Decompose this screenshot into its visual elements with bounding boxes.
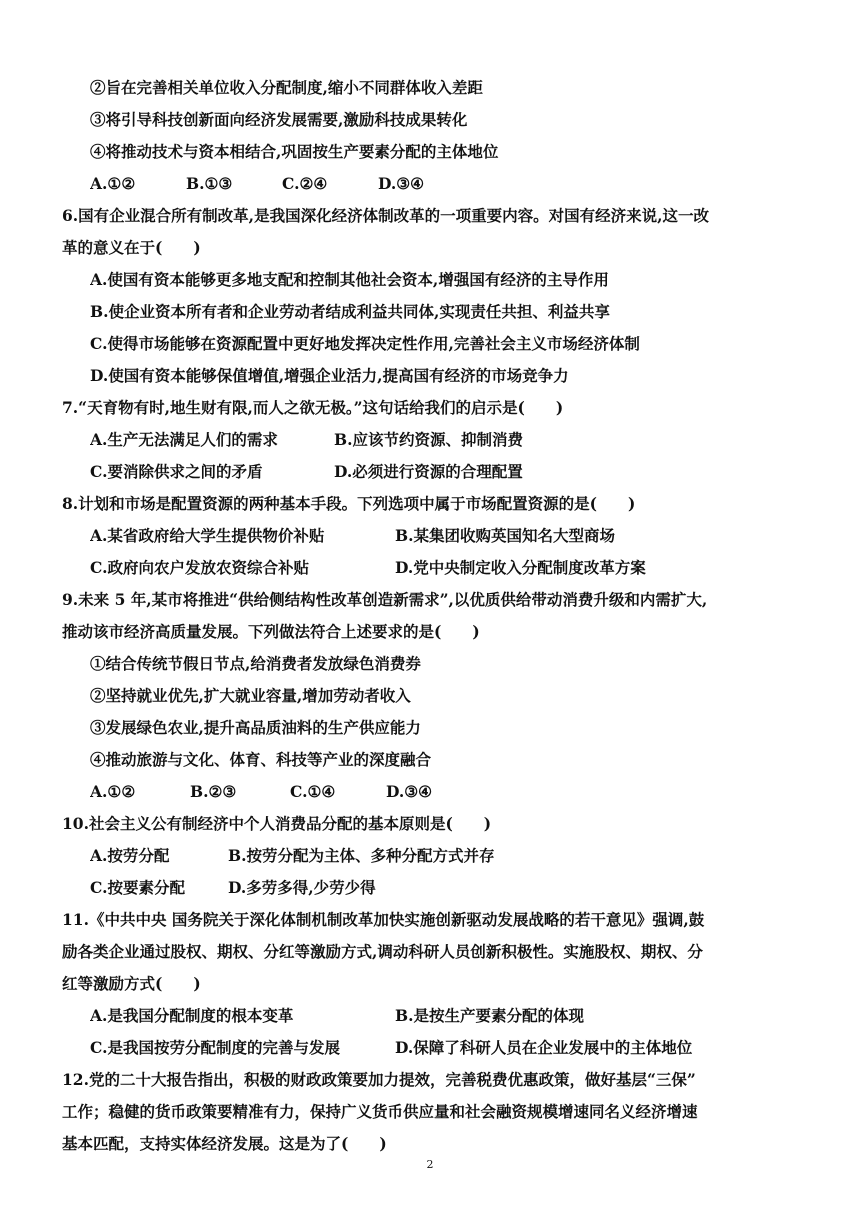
q8-option-a: A.某省政府给大学生提供物价补贴 bbox=[90, 526, 325, 545]
q5-option-b: B.①③ bbox=[186, 174, 233, 193]
q11-options-row-2 bbox=[90, 1032, 800, 1064]
q7-stem: 7.“天育物有时,地生财有限,而人之欲无极。”这句话给我们的启示是( ) bbox=[62, 398, 564, 417]
q7-option-b: B.应该节约资源、抑制消费 bbox=[334, 430, 523, 449]
q9-item-3: ③发展绿色农业,提升高品质油料的生产供应能力 bbox=[90, 718, 421, 737]
q10-option-c: C.按要素分配 bbox=[90, 878, 185, 897]
q9-stem-line-1: 9.未来 5 年,某市将推进“供给侧结构性改革创造新需求”,以优质供给带动消费升级和内需扩大, bbox=[62, 590, 708, 609]
q6-option-c: C.使得市场能够在资源配置中更好地发挥决定性作用,完善社会主义市场经济体制 bbox=[90, 334, 640, 353]
q9-option-d: D.③④ bbox=[386, 782, 433, 801]
q8-stem: 8.计划和市场是配置资源的两种基本手段。下列选项中属于市场配置资源的是( ) bbox=[62, 494, 636, 513]
page-number: 2 bbox=[426, 1158, 434, 1171]
q10-option-b: B.按劳分配为主体、多种分配方式并存 bbox=[228, 846, 495, 865]
q5-options bbox=[90, 168, 800, 200]
q12-stem-line-1: 12.党的二十大报告指出，积极的财政政策要加力提效，完善税费优惠政策，做好基层“三保” bbox=[62, 1070, 696, 1089]
q10-option-a: A.按劳分配 bbox=[90, 846, 170, 865]
q9-option-b: B.②③ bbox=[190, 782, 237, 801]
q11-option-b: B.是按生产要素分配的体现 bbox=[395, 1006, 584, 1025]
q6-option-a: A.使国有资本能够更多地支配和控制其他社会资本,增强国有经济的主导作用 bbox=[90, 270, 609, 289]
q8-option-c: C.政府向农户发放农资综合补贴 bbox=[90, 558, 309, 577]
q10-options-row-1 bbox=[90, 840, 800, 872]
q11-option-a: A.是我国分配制度的根本变革 bbox=[90, 1006, 294, 1025]
q6-stem-line-2: 革的意义在于( ) bbox=[62, 238, 201, 257]
q10-option-d: D.多劳多得,少劳少得 bbox=[228, 878, 376, 897]
q5-item-4: ④将推动技术与资本相结合,巩固按生产要素分配的主体地位 bbox=[90, 142, 499, 161]
q5-option-a: A.①② bbox=[90, 174, 136, 193]
q9-item-4: ④推动旅游与文化、体育、科技等产业的深度融合 bbox=[90, 750, 432, 769]
q5-option-d: D.③④ bbox=[378, 174, 425, 193]
q8-option-d: D.党中央制定收入分配制度改革方案 bbox=[395, 558, 646, 577]
q11-options-row-1 bbox=[90, 1000, 800, 1032]
q11-stem-line-3: 红等激励方式( ) bbox=[62, 974, 201, 993]
q8-options-row-2 bbox=[90, 552, 800, 584]
q7-option-d: D.必须进行资源的合理配置 bbox=[334, 462, 523, 481]
q8-options-row-1 bbox=[90, 520, 800, 552]
q9-item-1: ①结合传统节假日节点,给消费者发放绿色消费券 bbox=[90, 654, 421, 673]
q11-option-d: D.保障了科研人员在企业发展中的主体地位 bbox=[395, 1038, 693, 1057]
q5-item-3: ③将引导科技创新面向经济发展需要,激励科技成果转化 bbox=[90, 110, 468, 129]
question-content bbox=[62, 72, 800, 1160]
q11-option-c: C.是我国按劳分配制度的完善与发展 bbox=[90, 1038, 340, 1057]
q7-option-c: C.要消除供求之间的矛盾 bbox=[90, 462, 263, 481]
q7-options-row-1 bbox=[90, 424, 800, 456]
q9-item-2: ②坚持就业优先,扩大就业容量,增加劳动者收入 bbox=[90, 686, 411, 705]
q9-option-a: A.①② bbox=[90, 782, 136, 801]
q5-item-2: ②旨在完善相关单位收入分配制度,缩小不同群体收入差距 bbox=[90, 78, 483, 97]
q10-stem: 10.社会主义公有制经济中个人消费品分配的基本原则是( ) bbox=[62, 814, 492, 833]
q9-stem-line-2: 推动该市经济高质量发展。下列做法符合上述要求的是( ) bbox=[62, 622, 480, 641]
q7-options-row-2 bbox=[90, 456, 800, 488]
q12-stem-line-2: 工作；稳健的货币政策要精准有力，保持广义货币供应量和社会融资规模增速同名义经济增速 bbox=[62, 1102, 698, 1121]
q9-option-c: C.①④ bbox=[290, 782, 336, 801]
q10-options-row-2 bbox=[90, 872, 800, 904]
q6-option-b: B.使企业资本所有者和企业劳动者结成利益共同体,实现责任共担、利益共享 bbox=[90, 302, 610, 321]
q8-option-b: B.某集团收购英国知名大型商场 bbox=[395, 526, 615, 545]
q6-option-d: D.使国有资本能够保值增值,增强企业活力,提高国有经济的市场竞争力 bbox=[90, 366, 569, 385]
q7-option-a: A.生产无法满足人们的需求 bbox=[90, 430, 278, 449]
q9-options bbox=[90, 776, 800, 808]
q11-stem-line-2: 励各类企业通过股权、期权、分红等激励方式,调动科研人员创新积极性。实施股权、期权、分 bbox=[62, 942, 703, 961]
q5-option-c: C.②④ bbox=[282, 174, 328, 193]
q11-stem-line-1: 11.《中共中央 国务院关于深化体制机制改革加快实施创新驱动发展战略的若干意见》强调,鼓 bbox=[62, 910, 705, 929]
q6-stem-line-1: 6.国有企业混合所有制改革,是我国深化经济体制改革的一项重要内容。对国有经济来说,这一改 bbox=[62, 206, 709, 225]
q12-stem-line-3: 基本匹配，支持实体经济发展。这是为了( ) bbox=[62, 1134, 387, 1153]
